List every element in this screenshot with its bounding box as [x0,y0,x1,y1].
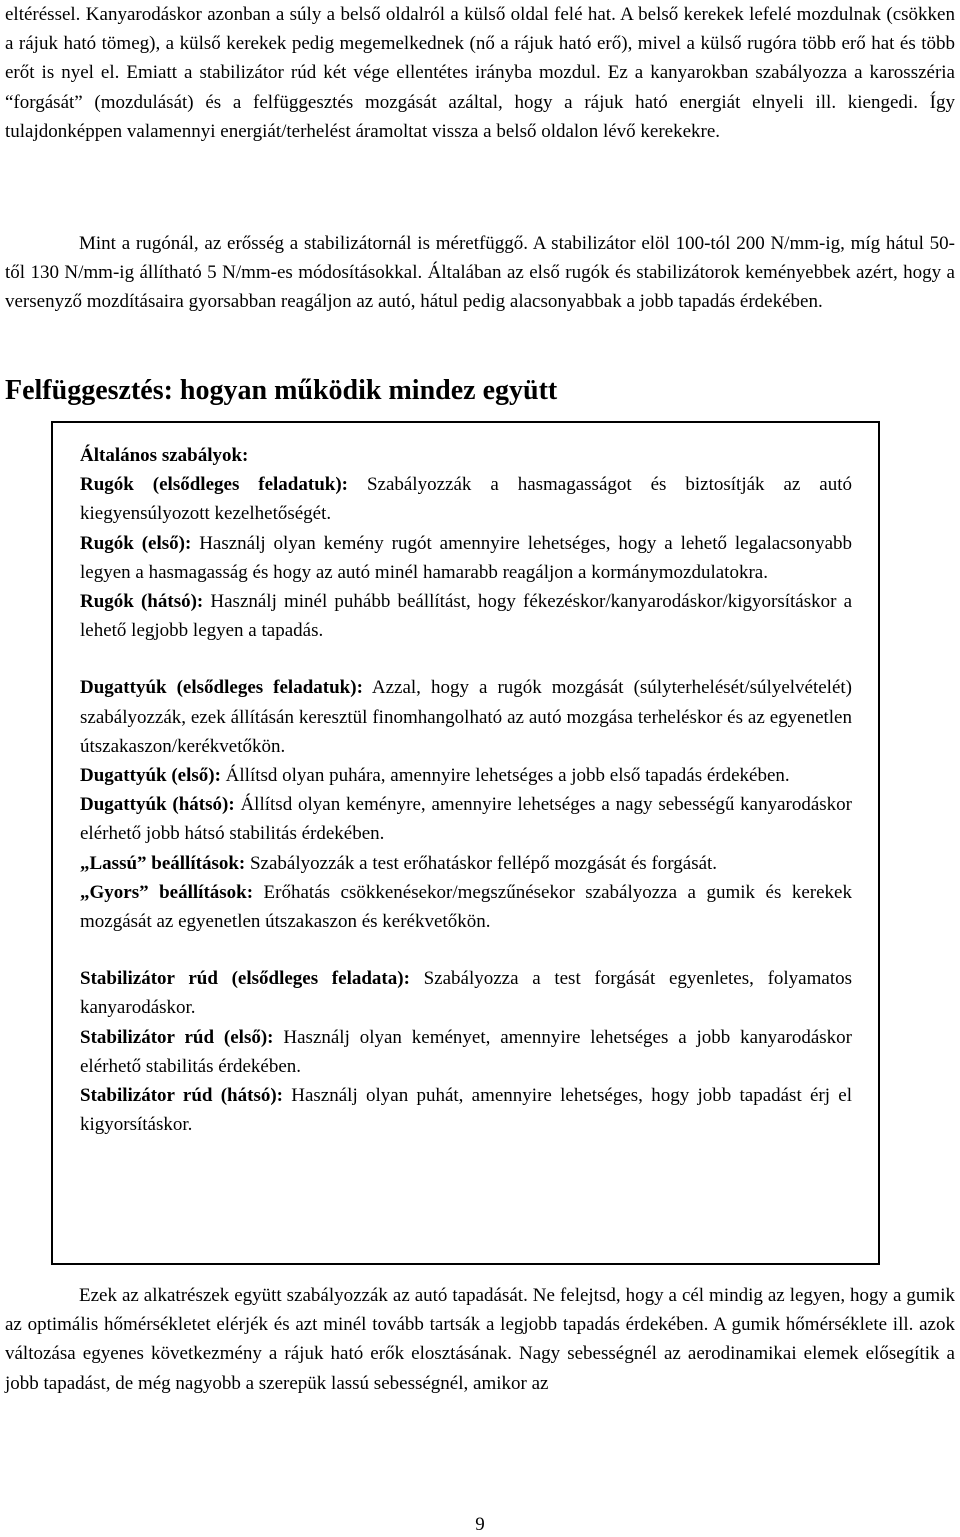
rule-text: Használj olyan puhát, amennyire lehetséges, hogy jobb tapadást érj el kigyorsításkor. [80,1085,852,1136]
body-paragraph-intro: eltéréssel. Kanyarodáskor azonban a súly a belső oldalról a külső oldal felé hat. A belső kerekek lefelé mozdulnak (csökken a rájuk ható tömeg), a külső kerekek pedig megemelkednek (nő a rájuk ható erő), mivel a külső rugóra több erő hat és több erőt is nyel el. Emiatt a stabilizátor rúd két vége ellentétes irányba mozdul. Ez a kanyarokban szabályozza a karosszéria “forgását” (mozdulását) és a felfüggesztés mozgását azáltal, hogy a rájuk ható energiát elnyeli ill. kiengedi. Így tulajdonképpen valamennyi energiát/terhelést áramoltat vissza a belső oldalon lévő kerekekre. [5,4,955,142]
rule-label: Rugók (hátsó): [80,591,204,613]
section-heading: Felfüggesztés: hogyan működik mindez együtt [5,375,558,406]
rule-dampers-rear [80,790,852,848]
rule-springs-front [80,529,852,587]
rule-text: Erőhatás csökkenésekor/megszűnésekor szabályozza a gumik és kerekek mozgását az egyenetlen útszakaszon és kerékvetőkön. [80,881,852,933]
page-number: 9 [475,1514,485,1535]
rule-antiroll-rear [80,1081,852,1139]
rule-text: Állítsd olyan puhára, amennyire lehetséges a jobb első tapadás érdekében. [220,765,790,787]
rule-text: Szabályozzák a hasmagasságot és biztosítják az autó kiegyensúlyozott kezelhetőségét. [80,474,852,525]
rule-antiroll-main [80,964,852,1022]
rule-dampers-front [80,761,852,790]
rule-text: Állítsd olyan keményre, amennyire lehetséges a nagy sebességű kanyarodáskor elérhető jobb hátsó stabilitás érdekében. [80,794,852,845]
rule-text: Használj minél puhább beállítást, hogy fékezéskor/kanyarodáskor/kigyorsításkor a lehető legjobb legyen a tapadás. [80,591,853,642]
rule-slow-settings [80,849,852,878]
general-rules-content [80,441,852,1139]
body-paragraph-conclusion: Ezek az alkatrészek együtt szabályozzák az autó tapadását. Ne felejtsd, hogy a cél mindig az legyen, hogy a gumik az optimális hőmérsékletet elérjék és azt minél tovább tartsák a legjobb tapadás érdekében. A gumik hőmérséklete ill. azok változása egyenes következmény a rájuk ható erők elosztásának. Nagy sebességnél az aerodinamikai elemek elősegítik a jobb tapadást, de még nagyobb a szerepük lassú sebességnél, amikor az [5,1285,955,1394]
rule-text: Azzal, hogy a rugók mozgását (súlyterhelését/súlyelvételét) szabályozzák, ezek állításán keresztül finomhangolható az autó mozgása terheléskor és az egyenetlen útszakaszon/kerékvetőkön. [80,677,852,757]
rule-label: Dugattyúk (első): [80,765,221,787]
rule-text: Szabályozzák a test erőhatáskor fellépő mozgását és forgását. [245,852,718,874]
rule-antiroll-front [80,1023,852,1081]
rule-dampers-main [80,673,852,761]
group-spacer [80,936,852,964]
general-rules-box [51,421,880,1265]
rule-label: Rugók (elsődleges feladatuk): [80,474,348,496]
rule-label: Rugók (első): [80,532,192,554]
rule-springs-main [80,470,852,528]
rule-label: „Lassú” beállítások: [80,852,246,874]
rule-label: Stabilizátor rúd (elsődleges feladata): [80,968,410,990]
rule-label: „Gyors” beállítások: [80,881,254,903]
rule-fast-settings [80,878,852,936]
rules-title: Általános szabályok: [80,445,249,466]
body-paragraph-stabilizer-sizes: Mint a rugónál, az erősség a stabilizátornál is méretfüggő. A stabilizátor elöl 100-tól 200 N/mm-ig, míg hátul 50-től 130 N/mm-ig állítható 5 N/mm-es módosításokkal. Általában az első rugók és stabilizátorok keményebbek azért, hogy a versenyző mozdításaira gyorsabban reagáljon az autó, hátul pedig alacsonyabbak a jobb tapadás érdekében. [5,233,955,313]
rule-springs-rear [80,587,852,645]
rule-text: Szabályozza a test forgását egyenletes, folyamatos kanyarodáskor. [80,968,852,1019]
group-spacer [80,645,852,673]
rule-text: Használj olyan kemény rugót amennyire lehetséges, hogy a lehető legalacsonyabb legyen a hasmagasság és hogy az autó minél hamarabb reagáljon a kormánymozdulatokra. [80,532,852,583]
rule-label: Dugattyúk (elsődleges feladatuk): [80,677,363,699]
rule-text: Használj olyan keményet, amennyire lehetséges a jobb kanyarodáskor elérhető stabilitás érdekében. [80,1026,852,1077]
rule-label: Stabilizátor rúd (hátsó): [80,1085,283,1107]
rule-label: Stabilizátor rúd (első): [80,1026,274,1048]
rule-label: Dugattyúk (hátsó): [80,794,235,816]
